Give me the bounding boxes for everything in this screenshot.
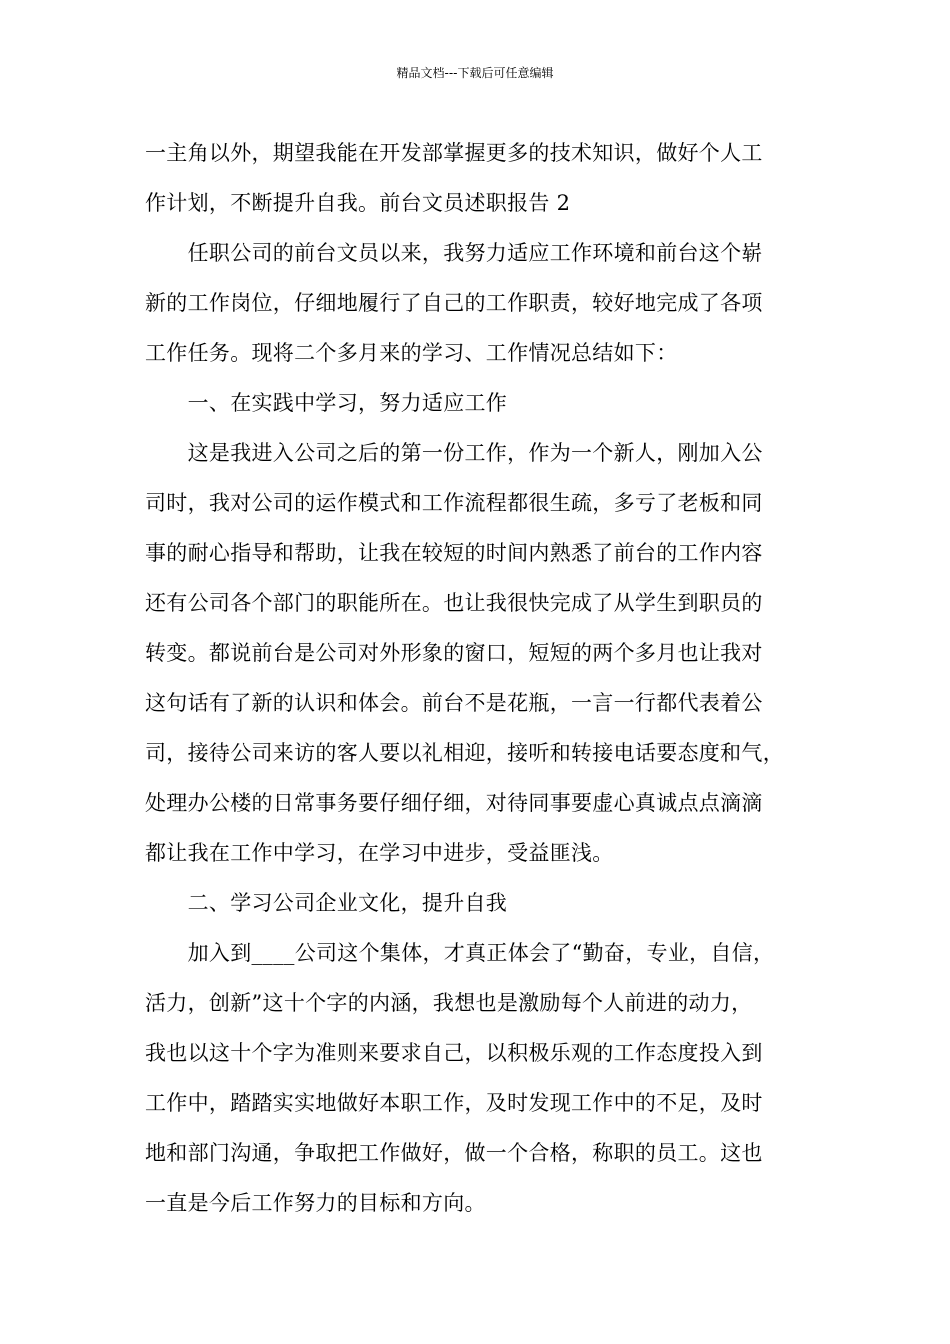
text-line: 处理办公楼的日常事务要仔细仔细，对待同事要虚心真诚点点滴滴 [145, 791, 763, 815]
text-line: 司，接待公司来访的客人要以礼相迎，接听和转接电话要态度和气， [145, 741, 784, 765]
text-line: 一直是今后工作努力的目标和方向。 [145, 1191, 486, 1215]
text-line: 工作任务。现将二个多月来的学习、工作情况总结如下： [145, 341, 678, 365]
text-line: 加入到____公司这个集体，才真正体会了“勤奋，专业，自信， [145, 941, 775, 965]
text-line: 作计划，不断提升自我。前台文员述职报告 2 [145, 191, 571, 215]
text-line: 地和部门沟通，争取把工作做好，做一个合格，称职的员工。这也 [145, 1141, 763, 1165]
text-line: 转变。都说前台是公司对外形象的窗口，短短的两个多月也让我对 [145, 641, 763, 665]
text-line: 我也以这十个字为准则来要求自己，以积极乐观的工作态度投入到 [145, 1041, 763, 1065]
text-line: 一主角以外，期望我能在开发部掌握更多的技术知识，做好个人工 [145, 141, 763, 165]
text-line: 任职公司的前台文员以来，我努力适应工作环境和前台这个崭 [145, 241, 763, 265]
text-line: 都让我在工作中学习，在学习中进步，受益匪浅。 [145, 841, 614, 865]
text-line: 新的工作岗位，仔细地履行了自己的工作职责，较好地完成了各项 [145, 291, 763, 315]
text-line: 这句话有了新的认识和体会。前台不是花瓶，一言一行都代表着公 [145, 691, 763, 715]
section-heading: 二、学习公司企业文化，提升自我 [145, 891, 508, 915]
text-line: 事的耐心指导和帮助，让我在较短的时间内熟悉了前台的工作内容 [145, 541, 763, 565]
text-line: 这是我进入公司之后的第一份工作，作为一个新人，刚加入公 [145, 441, 763, 465]
text-line: 工作中，踏踏实实地做好本职工作，及时发现工作中的不足，及时 [145, 1091, 763, 1115]
document-body [145, 128, 833, 1228]
page-header: 精品文档---下载后可任意编辑 [396, 66, 554, 80]
text-line: 还有公司各个部门的职能所在。也让我很快完成了从学生到职员的 [145, 591, 763, 615]
text-line: 司时，我对公司的运作模式和工作流程都很生疏，多亏了老板和同 [145, 491, 763, 515]
section-heading: 一、在实践中学习，努力适应工作 [145, 391, 508, 415]
text-line: 活力，创新”这十个字的内涵，我想也是激励每个人前进的动力， [145, 991, 753, 1015]
